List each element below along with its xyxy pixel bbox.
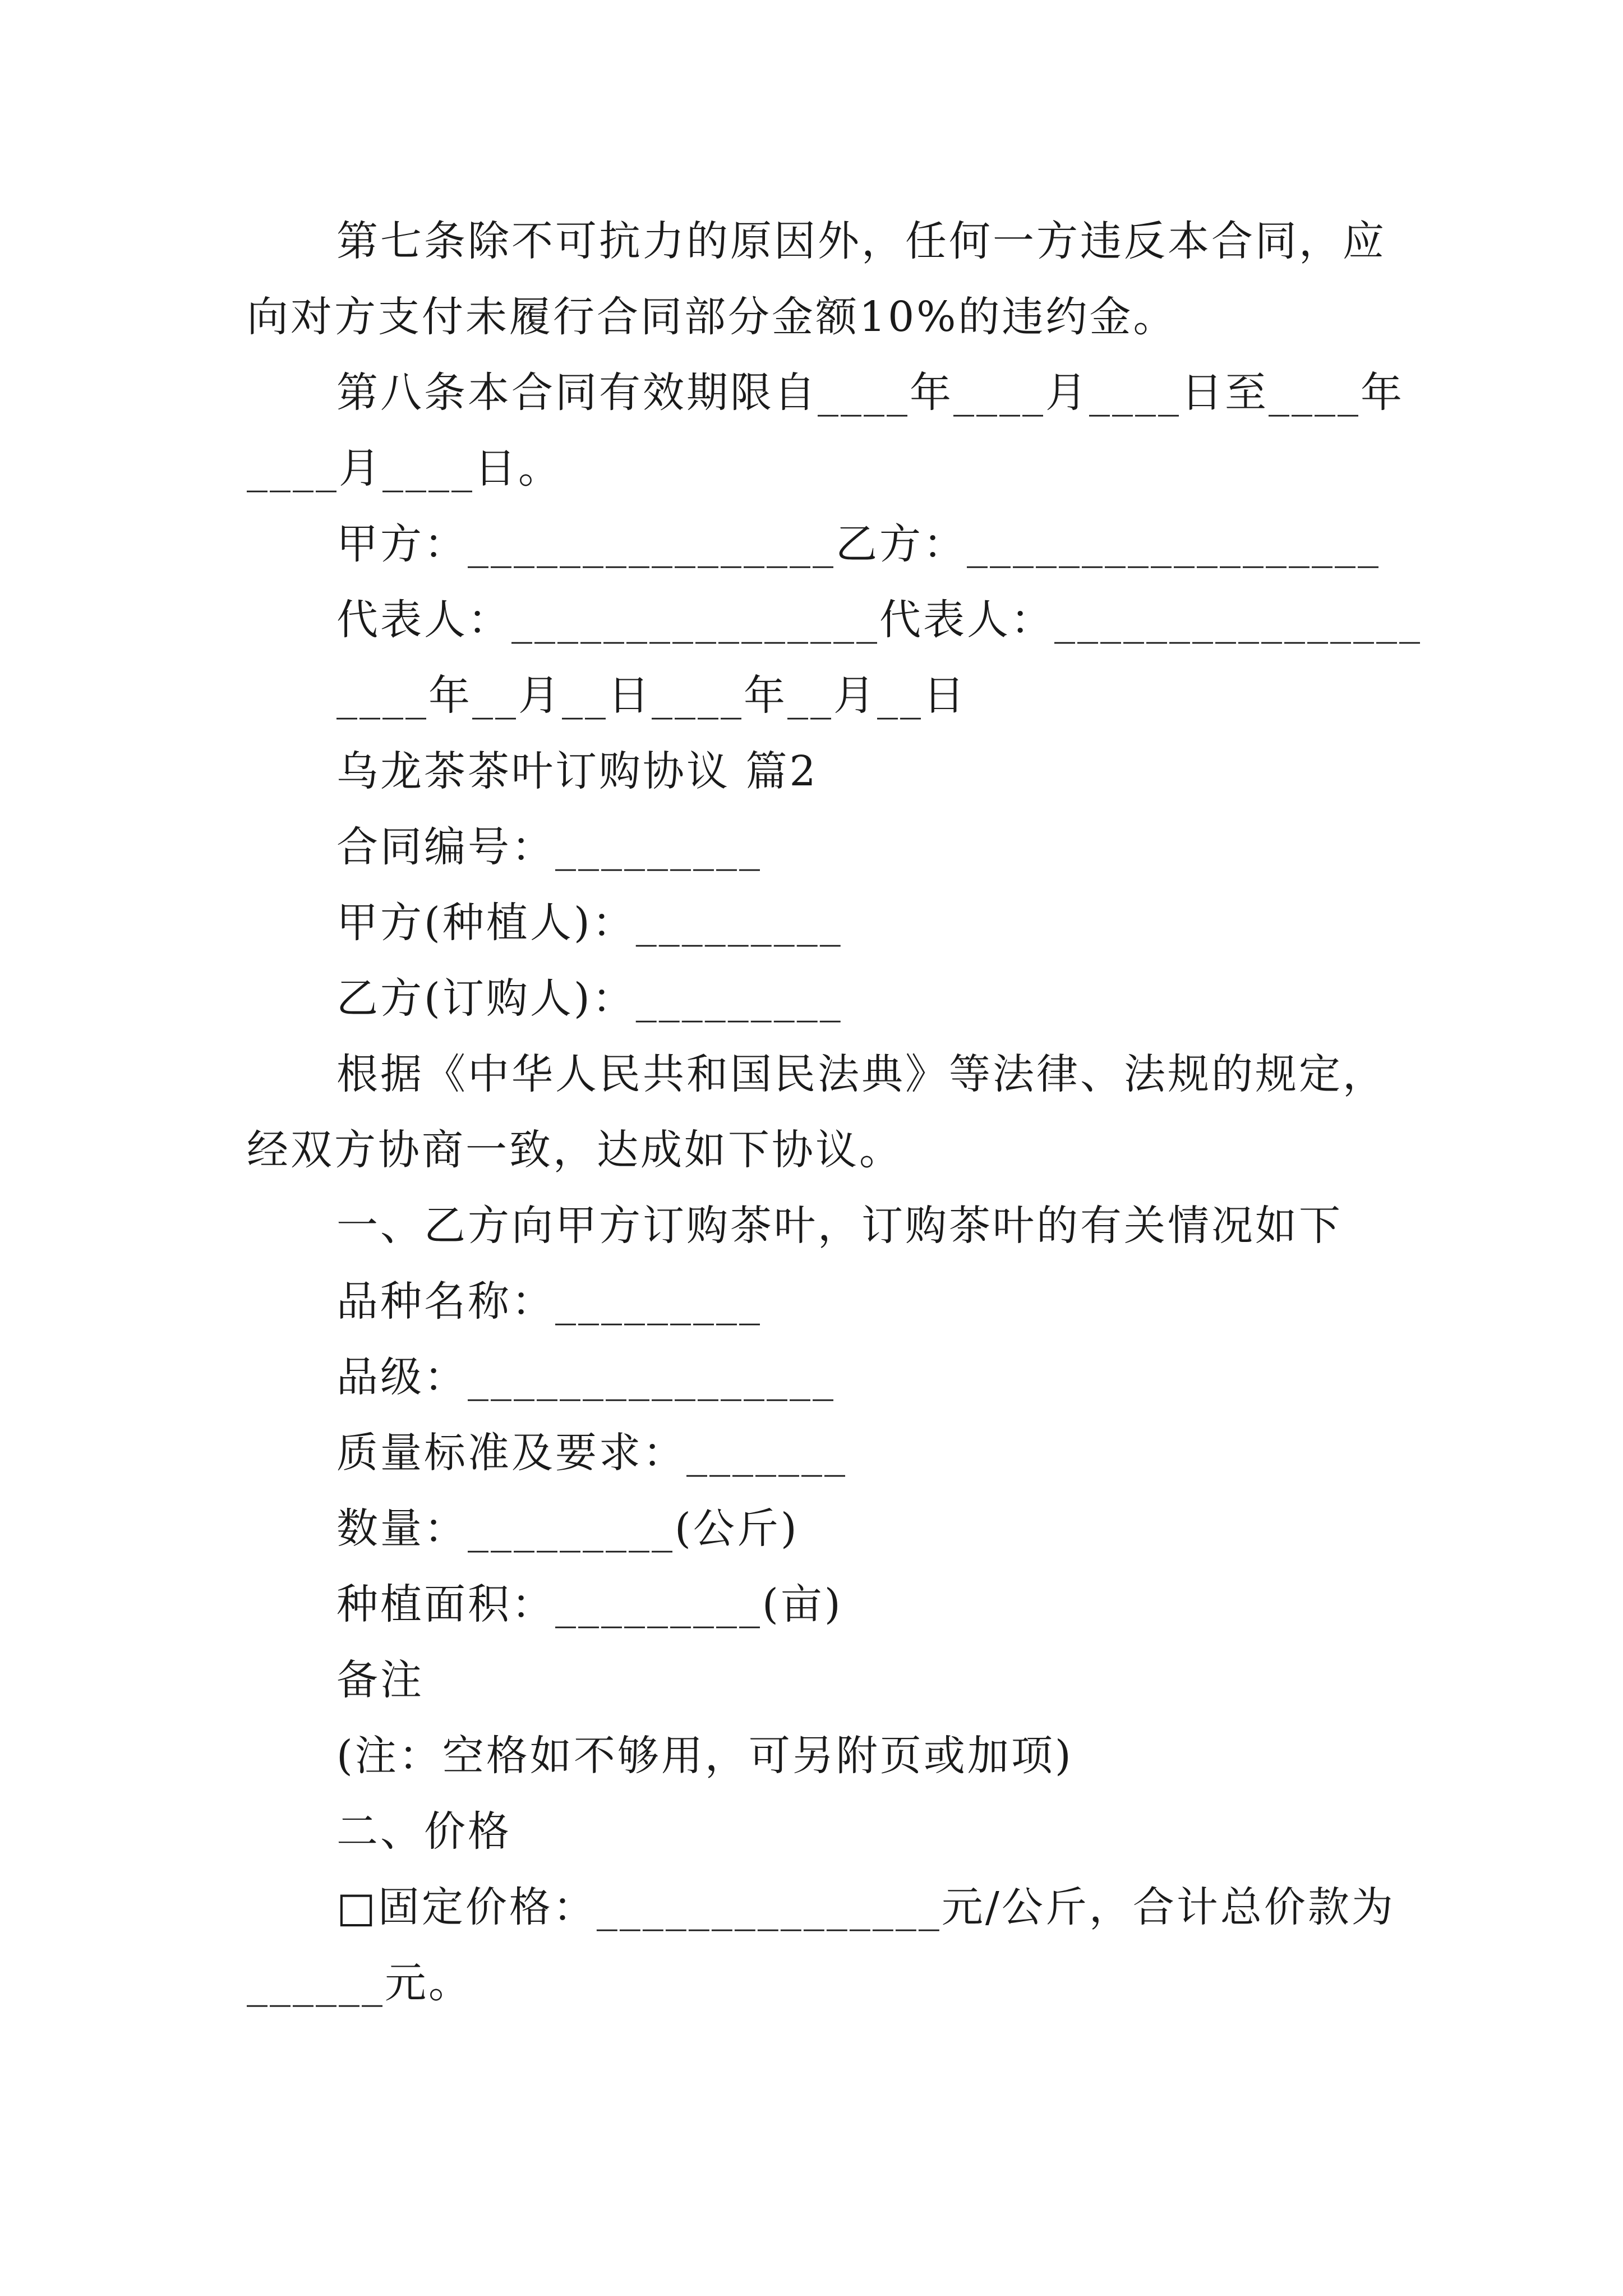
clause-8-line-1: 第八条本合同有效期限自____年____月____日至____年: [336, 369, 1404, 417]
variety-line: 品种名称：_________: [336, 1277, 762, 1326]
article-2-heading: 二、价格: [336, 1807, 511, 1856]
date-line: ____年__月__日____年__月__日: [336, 671, 967, 720]
preamble-line-2: 经双方协商一致，达成如下协议。: [247, 1126, 903, 1174]
party-b-line: 乙方(订购人)：_________: [336, 974, 843, 1023]
article-1-heading: 一、乙方向甲方订购茶叶，订购茶叶的有关情况如下: [336, 1202, 1343, 1250]
quantity-line: 数量：_________(公斤): [336, 1504, 799, 1553]
representative-line: 代表人：________________代表人：________________: [336, 596, 1422, 644]
contract-number-line: 合同编号：_________: [336, 823, 762, 871]
party-a-line: 甲方(种植人)：_________: [336, 899, 843, 947]
fixed-price-line-2: ______元。: [247, 1959, 472, 2007]
clause-7-line-2: 向对方支付未履行合同部分金额10%的违约金。: [247, 293, 1177, 341]
clause-8-line-2: ____月____日。: [247, 444, 562, 493]
quality-line: 质量标准及要求：_______: [336, 1429, 847, 1477]
clause-7-line-1: 第七条除不可抗力的原因外，任何一方违反本合同，应: [336, 217, 1386, 265]
party-signature-line: 甲方：________________乙方：__________________: [336, 520, 1381, 568]
note-line: (注：空格如不够用，可另附页或加项): [336, 1732, 1073, 1780]
section-title: 乌龙茶茶叶订购协议 篇2: [336, 747, 818, 795]
grade-line: 品级：________________: [336, 1353, 836, 1401]
fixed-price-line-1: □固定价格：_______________元/公斤，合计总价款为: [336, 1883, 1395, 1931]
area-line: 种植面积：_________(亩): [336, 1580, 843, 1628]
remarks-line: 备注: [336, 1656, 424, 1704]
preamble-line-1: 根据《中华人民共和国民法典》等法律、法规的规定，: [336, 1050, 1386, 1098]
